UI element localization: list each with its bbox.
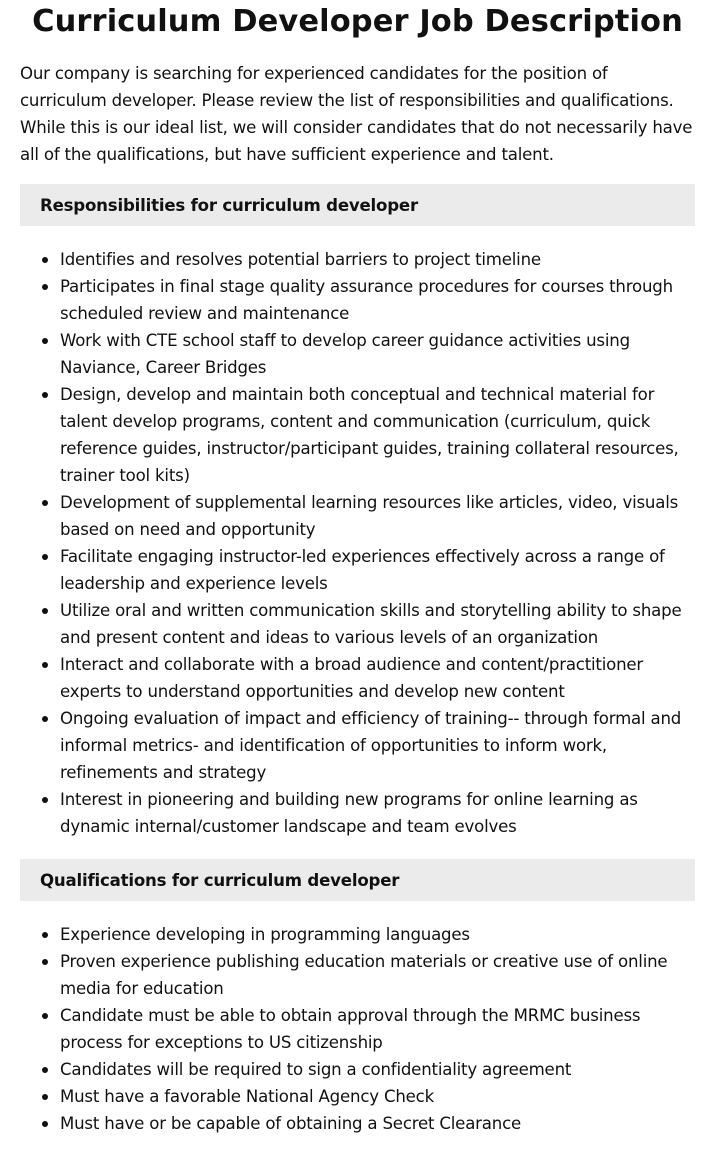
list-item-text: Identifies and resolves potential barriers to project timeline [60,250,541,269]
list-item [20,948,695,1002]
bullet-icon [42,500,48,506]
bullet-icon [42,257,48,263]
bullet-icon [42,1094,48,1100]
list-item [20,543,695,597]
list-item [20,273,695,327]
bullet-icon [42,716,48,722]
list-item-text: Interest in pioneering and building new programs for online learning as dynamic internal/customer landscape and team evolves [60,790,638,836]
list-item [20,1083,695,1110]
list-item [20,651,695,705]
list-item [20,705,695,786]
list-item [20,1110,695,1137]
list-item [20,1056,695,1083]
bullet-icon [42,554,48,560]
list-item [20,1002,695,1056]
bullet-icon [42,392,48,398]
responsibilities-heading: Responsibilities for curriculum developer [20,184,695,226]
bullet-icon [42,1121,48,1127]
list-item-text: Ongoing evaluation of impact and efficiency of training-- through formal and informal metrics- and identification of opportunities to inform work, refinements and strategy [60,709,682,782]
list-item-text: Must have a favorable National Agency Check [60,1087,434,1106]
bullet-icon [42,1067,48,1073]
list-item-text: Candidates will be required to sign a confidentiality agreement [60,1060,572,1079]
bullet-icon [42,959,48,965]
list-item-text: Design, develop and maintain both conceptual and technical material for talent develop programs, content and communication (curriculum, quick reference guides, instructor/participant guides, training collateral resources, trainer tool kits) [60,385,679,485]
list-item-text: Candidate must be able to obtain approval through the MRMC business process for exceptions to US citizenship [60,1006,641,1052]
list-item [20,489,695,543]
list-item [20,921,695,948]
qualifications-heading: Qualifications for curriculum developer [20,859,695,901]
intro-paragraph: Our company is searching for experienced candidates for the position of curriculum developer. Please review the list of responsibilities and qualifications. While this is our ideal list, we will consider candidates that do not necessarily have all of the qualifications, but have sufficient experience and talent. [20,64,693,164]
page-title: Curriculum Developer Job Description [32,4,683,39]
list-item [20,786,695,840]
list-item-text: Work with CTE school staff to develop career guidance activities using Naviance, Career Bridges [60,331,630,377]
list-item-text: Experience developing in programming languages [60,925,470,944]
list-item-text: Utilize oral and written communication skills and storytelling ability to shape and present content and ideas to various levels of an organization [60,601,682,647]
list-item-text: Interact and collaborate with a broad audience and content/practitioner experts to understand opportunities and develop new content [60,655,644,701]
qualifications-list [20,921,695,1137]
bullet-icon [42,932,48,938]
bullet-icon [42,797,48,803]
bullet-icon [42,338,48,344]
list-item-text: Must have or be capable of obtaining a Secret Clearance [60,1114,521,1133]
list-item-text: Facilitate engaging instructor-led experiences effectively across a range of leadership and experience levels [60,547,665,593]
list-item [20,597,695,651]
bullet-icon [42,662,48,668]
list-item-text: Proven experience publishing education materials or creative use of online media for education [60,952,668,998]
list-item [20,246,695,273]
list-item [20,327,695,381]
list-item-text: Participates in final stage quality assurance procedures for courses through scheduled review and maintenance [60,277,673,323]
bullet-icon [42,1013,48,1019]
list-item [20,381,695,489]
responsibilities-list [20,246,695,840]
list-item-text: Development of supplemental learning resources like articles, video, visuals based on need and opportunity [60,493,679,539]
bullet-icon [42,608,48,614]
bullet-icon [42,284,48,290]
